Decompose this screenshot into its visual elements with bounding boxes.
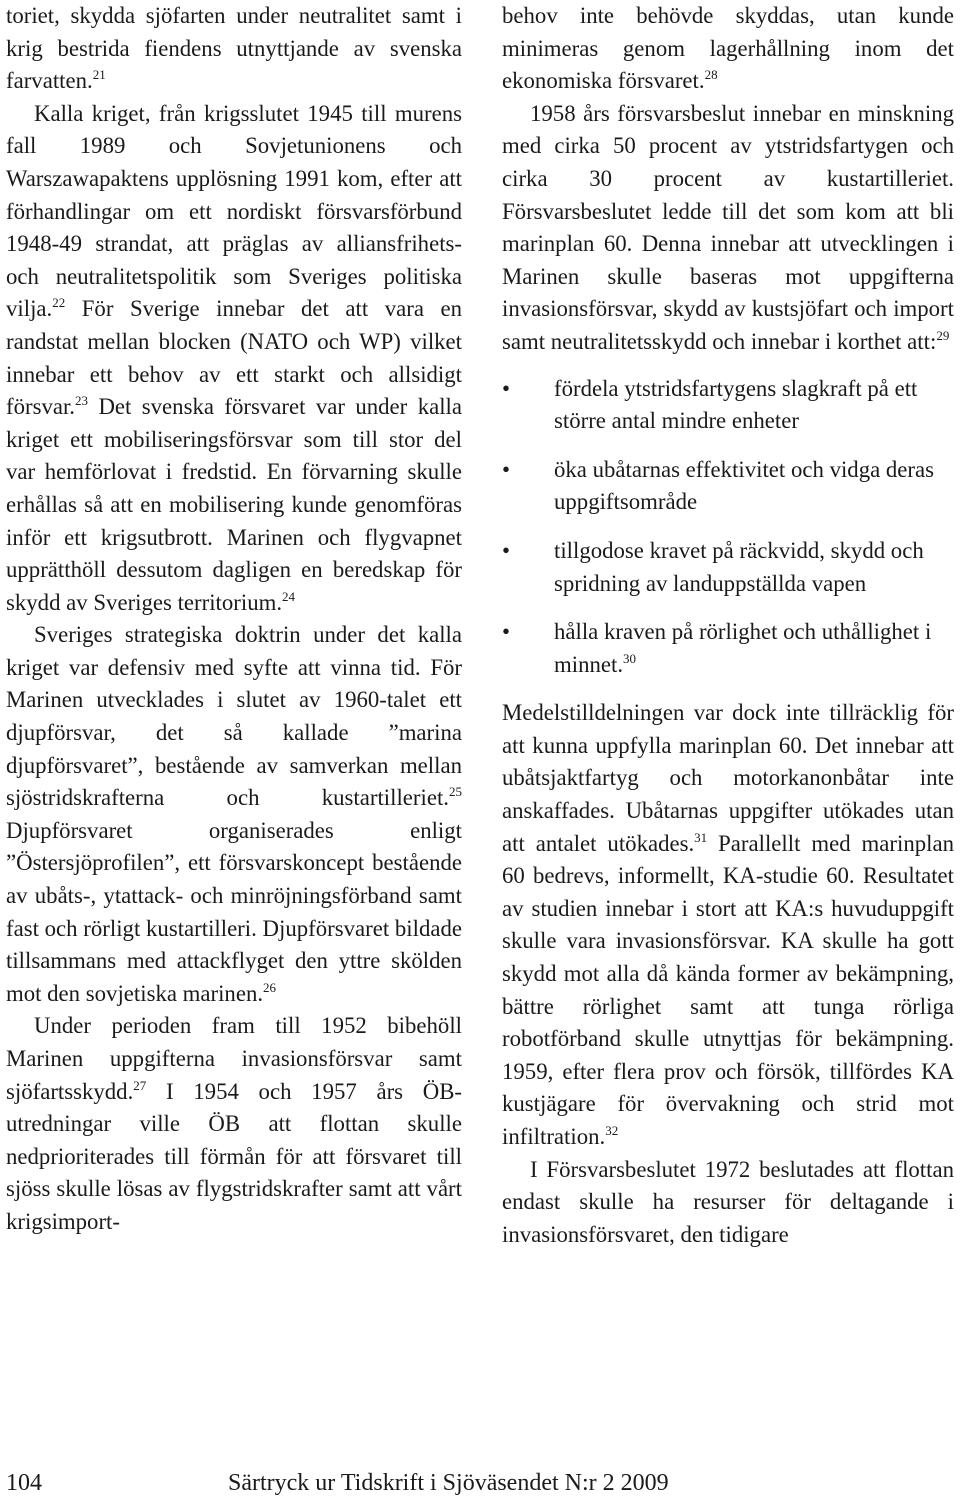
paragraph-text: Djupförsvaret organiserades enligt ”Östersjöprofilen”, ett försvarskoncept bestående av ubåts-, ytattack- och minröjningsförband samt fast och rörligt kustartilleri. Djupförsvaret bildade tillsammans med attackflyget den yttre skölden mot den sovjetiska marinen.	[6, 817, 462, 1006]
footnote-ref: 30	[623, 650, 637, 666]
paragraph-text: Under perioden fram till 1952 bibehöll Marinen uppgifterna invasionsförsvar samt sjöfartsskydd.	[6, 1013, 462, 1104]
paragraph	[502, 1154, 954, 1252]
paragraph-text: toriet, skydda sjöfarten under neutralitet samt i krig bestrida fiendens utnyttjande av svenska farvatten.	[6, 3, 462, 94]
bullet-text: öka ubåtarnas effektivitet och vidga deras uppgiftsområde	[554, 456, 935, 515]
paragraph-text: För Sverige innebar det att vara en randstat mellan blocken (NATO och WP) vilket innebar ett behov av ett starkt och allsidigt försvar.	[6, 296, 462, 420]
footnote-ref: 31	[694, 829, 708, 845]
paragraph	[502, 98, 954, 359]
paragraph	[6, 1010, 462, 1238]
paragraph-text: Det svenska försvaret var under kalla kriget ett mobiliseringsförsvar som till stor del var hemförlovat i fredstid. En förvarning skulle erhållas så att en mobilisering kunde genomföras inför ett krigsutbrott. Marinen och flygvapnet upprätthöll dessutom dagligen en beredskap för skydd av Sveriges territorium.	[6, 394, 462, 615]
paragraph-text: 1958 års försvarsbeslut innebar en minskning med cirka 50 procent av ytstridsfartygen och cirka 30 procent av kustartilleriet. Försvarsbeslutet ledde till det som kom att bli marinplan 60. Denna innebar att utvecklingen i Marinen skulle baseras mot uppgifterna invasionsförsvar, skydd av kustsjöfart och import samt neutralitetsskydd och innebar i korthet att:	[502, 100, 954, 354]
footnote-ref: 21	[92, 67, 106, 83]
bullet-item	[502, 535, 954, 600]
bullet-text: hålla kraven på rörlighet och uthållighet i minnet.	[554, 619, 932, 677]
bullet-item	[502, 616, 954, 681]
bullet-item	[502, 454, 954, 519]
bullet-text: fördela ytstridsfartygens slagkraft på ett större antal mindre enheter	[554, 375, 918, 434]
right-column	[502, 0, 954, 1251]
footnote-ref: 32	[605, 1123, 619, 1138]
paragraph-text: I Försvarsbeslutet 1972 beslutades att flottan endast skulle ha resurser för deltagande i invasionsförsvaret, den tidigare	[502, 1156, 954, 1247]
footnote-ref: 26	[263, 979, 277, 995]
footnote-ref: 28	[704, 67, 718, 83]
footnote-ref: 23	[75, 393, 89, 409]
paragraph-text: behov inte behövde skyddas, utan kunde minimeras genom lagerhållning inom det ekonomiska försvaret.	[502, 3, 954, 94]
bullet-text: tillgodose kravet på räckvidd, skydd och spridning av landuppställda vapen	[554, 537, 924, 596]
paragraph	[502, 0, 954, 98]
footnote-ref: 29	[936, 327, 950, 343]
paragraph-text: Kalla kriget, från krigsslutet 1945 till murens fall 1989 och Sovjetunionens och Warszawapaktens upplösning 1991 kom, efter att förhandlingar om ett nordiskt försvarsförbund 1948-49 strandat, att präglas av alliansfrihets- och neutralitetspolitik som Sveriges politiska vilja.	[6, 100, 462, 322]
journal-title: Särtryck ur Tidskrift i Sjöväsendet N:r 2 2009	[228, 1470, 669, 1496]
paragraph	[6, 0, 462, 98]
footnote-ref: 22	[52, 295, 66, 311]
footnote-ref: 24	[282, 588, 296, 604]
paragraph	[6, 619, 462, 1010]
paragraph-text: I 1954 och 1957 års ÖB-utredningar ville ÖB att flottan skulle nedprioriterades till förmån för att försvaret till sjöss skulle lösas av flygstridskrafter samt att vårt krigsimport-	[6, 1078, 462, 1234]
footnote-ref: 27	[133, 1077, 147, 1093]
paragraph	[502, 697, 954, 1153]
paragraph-text: Medelstilldelningen var dock inte tillräcklig för att kunna uppfylla marinplan 60. Det innebar att ubåtsjaktfartyg och motorkanonbåtar inte anskaffades. Ubåtarnas uppgifter utökades utan att antalet utökades.	[502, 700, 954, 856]
bullet-list	[502, 373, 954, 682]
footnote-ref: 25	[449, 784, 462, 800]
paragraph-text: Sveriges strategiska doktrin under det kalla kriget var defensiv med syfte att vinna tid. För Marinen utvecklades i slutet av 1960-talet ett djupförsvar, det så kallade ”marina djupförsvaret”, bestående av samverkan mellan sjöstridskrafterna och kustartilleriet.	[6, 622, 462, 811]
paragraph-text: Parallellt med marinplan 60 bedrevs, informellt, KA-studie 60. Resultatet av studien innebar i stort att KA:s huvuduppgift skulle vara invasionsförsvar. KA skulle ha gott skydd mot alla då kända former av bekämpning, bättre rörlighet samt att tunga rörliga robotförband skulle utnyttjas för bekämpning. 1959, efter flera prov och försök, tillfördes KA kustjägare för övervakning och strid mot infiltration.	[502, 830, 954, 1149]
page-number: 104	[6, 1470, 42, 1496]
paragraph	[6, 98, 462, 620]
left-column	[6, 0, 462, 1239]
bullet-item	[502, 373, 954, 438]
